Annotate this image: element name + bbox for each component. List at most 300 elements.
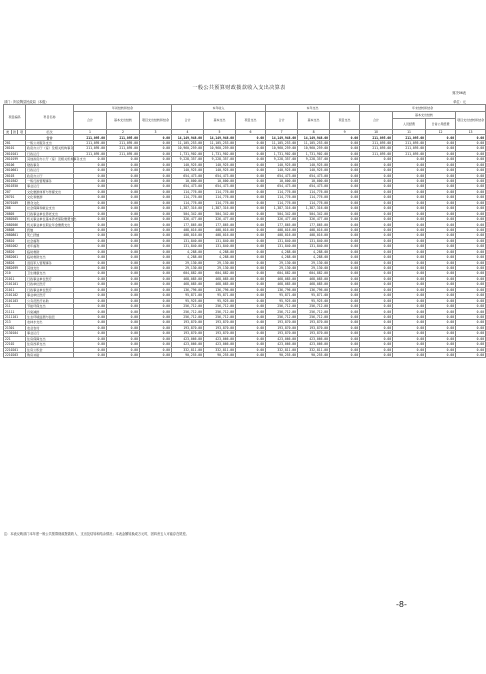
row-value: 0.00 [107,331,140,336]
row-value: 0.00 [236,325,266,330]
row-value: 0.00 [140,320,172,325]
row-value: 114,776.00 [266,195,298,200]
row-value: 654,473.00 [172,184,204,189]
row-value: 0.00 [107,282,140,287]
row-value: 0.00 [330,168,360,173]
row-value: 0.00 [393,347,426,352]
row-value: 0.00 [107,189,140,194]
row-value: 140,925.00 [172,168,204,173]
row-value: 193,870.00 [172,331,204,336]
row-value: 468,085.00 [172,276,204,281]
row-value: 408,016.00 [204,227,236,232]
row-code: 207 [4,189,26,194]
row-value: 0.00 [140,325,172,330]
row-value: 140,925.00 [204,168,236,173]
row-value: 0.00 [426,320,456,325]
row-value: 332,811.00 [172,347,204,352]
total-cell: 14,149,948.00 [172,135,204,140]
header-public: 日常公用经费 [426,119,456,130]
row-name: 临时救助 [26,249,74,254]
row-value: 0.00 [360,320,393,325]
row-value: 0.00 [74,298,107,303]
row-value: 0.00 [393,200,426,205]
row-value: 0.00 [140,352,172,357]
row-value: 0.00 [393,233,426,238]
row-name: 住房公积金 [26,347,74,352]
row-value: 0.00 [236,195,266,200]
row-value: 0.00 [330,342,360,347]
row-value: 0.00 [360,282,393,287]
row-code: 221 [4,336,26,341]
row-value: 211,095.00 [360,151,393,156]
row-value: 256,712.00 [298,304,330,309]
row-value: 0.00 [456,304,486,309]
row-value: 256,712.00 [298,309,330,314]
row-value: 408,016.00 [172,233,204,238]
row-value: 114,776.00 [298,189,330,194]
row-value: 193,870.00 [266,331,298,336]
row-value: 0.00 [107,287,140,292]
row-value: 256,712.00 [266,314,298,319]
row-value: 193,870.00 [204,320,236,325]
row-value: 29,130.00 [298,260,330,265]
row-value: 211,095.00 [393,151,426,156]
row-code: 2010302 [4,178,26,183]
row-value: 0.00 [74,276,107,281]
row-value: 0.00 [456,336,486,341]
row-code: 2010199 [4,157,26,162]
row-value: 136,796.00 [172,287,204,292]
row-value: 0.00 [360,184,393,189]
row-value: 0.00 [360,331,393,336]
row-value: 0.00 [426,217,456,222]
row-value: 0.00 [426,325,456,330]
seq-cell: 6 [236,130,266,135]
row-value: 326,477.00 [204,217,236,222]
row-value: 193,870.00 [172,320,204,325]
row-code: 2070109 [4,200,26,205]
row-value: 0.00 [74,222,107,227]
row-value: 0.00 [426,140,456,145]
seq-cell: 7 [266,130,298,135]
row-value: 604,882.00 [172,271,204,276]
row-value: 0.00 [107,314,140,319]
row-value: 211,095.00 [74,140,107,145]
row-value: 0.00 [456,211,486,216]
row-value: 193,870.00 [298,331,330,336]
row-value: 654,473.00 [266,173,298,178]
row-value: 0.00 [140,276,172,281]
row-value: 0.00 [393,227,426,232]
row-value: 0.00 [74,206,107,211]
row-value: 0.00 [330,217,360,222]
row-value: 0.00 [236,162,266,167]
row-value: 0.00 [330,211,360,216]
row-value: 0.00 [236,320,266,325]
row-value: 0.00 [107,293,140,298]
row-value: 0.00 [426,151,456,156]
row-value: 0.00 [360,287,393,292]
row-value: 0.00 [74,352,107,357]
row-value: 10,000.00 [172,178,204,183]
row-value: 0.00 [330,260,360,265]
row-value: 10,960,259.00 [298,146,330,151]
row-value: 114,776.00 [204,200,236,205]
row-value: 256,712.00 [266,309,298,314]
row-value: 0.00 [393,265,426,270]
row-value: 0.00 [140,271,172,276]
row-value: 0.00 [236,173,266,178]
row-code: 2080505 [4,217,26,222]
row-value: 177,865.00 [172,222,204,227]
unit-label: 单位：元 [453,100,466,104]
row-value: 193,870.00 [172,325,204,330]
row-value: 131,840.00 [172,244,204,249]
row-value: 0.00 [330,146,360,151]
row-code: 2210201 [4,347,26,352]
row-value: 1,731,902.00 [204,151,236,156]
row-value: 193,870.00 [204,325,236,330]
row-value: 0.00 [360,314,393,319]
header-total-4: 合计 [360,112,393,130]
row-value: 0.00 [360,168,393,173]
row-value: 0.00 [330,140,360,145]
row-value: 177,865.00 [298,222,330,227]
row-name: 事业运行 [26,184,74,189]
row-value: 0.00 [140,200,172,205]
row-value: 0.00 [393,331,426,336]
row-value: 0.00 [330,162,360,167]
row-code: 2082699 [4,265,26,270]
row-value: 332,811.00 [298,347,330,352]
row-value: 0.00 [426,304,456,309]
header-xiang: 项 [18,130,26,135]
row-value: 0.00 [107,233,140,238]
row-value: 0.00 [456,195,486,200]
row-code: 21011 [4,287,26,292]
row-value: 211,095.00 [393,146,426,151]
row-value: 0.00 [393,217,426,222]
row-value: 114,776.00 [266,200,298,205]
row-value: 0.00 [74,227,107,232]
row-value: 0.00 [426,195,456,200]
row-value: 0.00 [74,309,107,314]
row-value: 0.00 [107,195,140,200]
row-code: 211 [4,304,26,309]
row-value: 0.00 [330,238,360,243]
row-value: 0.00 [426,336,456,341]
row-value: 90,255.00 [172,352,204,357]
row-value: 1,387,316.00 [172,206,204,211]
row-name: 社会福利 [26,238,74,243]
total-cell: 0.00 [426,135,456,140]
row-value: 0.00 [236,342,266,347]
row-value: 0.00 [236,260,266,265]
row-name: 事业运行 [26,331,74,336]
row-value: 0.00 [456,140,486,145]
row-value: 0.00 [330,320,360,325]
row-value: 0.00 [360,249,393,254]
row-code: 201 [4,140,26,145]
row-code: 20810 [4,238,26,243]
row-value: 256,712.00 [204,304,236,309]
row-value: 0.00 [140,265,172,270]
row-value: 0.00 [74,320,107,325]
row-value: 326,477.00 [172,217,204,222]
row-code: 20101 [4,146,26,151]
row-name: 农林水支出 [26,320,74,325]
row-value: 0.00 [360,206,393,211]
row-value: 0.00 [393,211,426,216]
row-value: 0.00 [107,211,140,216]
row-value: 0.00 [456,309,486,314]
row-value: 0.00 [236,249,266,254]
budget-table [3,104,486,358]
row-name: 群众文化 [26,200,74,205]
row-value: 0.00 [426,352,456,357]
row-code: 2081002 [4,244,26,249]
row-name: 退役军人管理事务 [26,260,74,265]
row-value: 0.00 [330,206,360,211]
row-value: 0.00 [107,238,140,243]
row-value: 0.00 [74,162,107,167]
row-value: 0.00 [140,227,172,232]
row-value: 0.00 [393,282,426,287]
row-value: 0.00 [426,347,456,352]
row-value: 0.00 [456,249,486,254]
row-value: 0.00 [74,255,107,260]
row-value: 604,882.00 [266,271,298,276]
row-value: 0.00 [456,314,486,319]
row-value: 0.00 [426,309,456,314]
row-value: 0.00 [330,265,360,270]
row-code: 208 [4,206,26,211]
row-value: 0.00 [236,244,266,249]
row-value: 0.00 [236,298,266,303]
row-name: 临时救助支出 [26,255,74,260]
row-value: 0.00 [360,336,393,341]
row-value: 0.00 [456,151,486,156]
row-value: 256,712.00 [172,314,204,319]
row-value: 95,925.00 [172,298,204,303]
row-value: 468,085.00 [204,282,236,287]
row-value: 10,000.00 [298,178,330,183]
row-value: 423,066.00 [172,336,204,341]
row-value: 0.00 [236,271,266,276]
row-value: 114,776.00 [204,189,236,194]
row-value: 0.00 [107,276,140,281]
row-value: 0.00 [393,244,426,249]
row-value: 408,016.00 [298,227,330,232]
row-value: 0.00 [74,325,107,330]
row-value: 0.00 [107,227,140,232]
row-value: 0.00 [236,287,266,292]
row-code: 21111 [4,309,26,314]
row-value: 0.00 [426,178,456,183]
row-value: 0.00 [456,271,486,276]
row-value: 0.00 [426,168,456,173]
row-value: 211,095.00 [107,151,140,156]
row-value: 0.00 [426,249,456,254]
row-value: 136,796.00 [266,287,298,292]
row-name: 社会保障和就业支出 [26,206,74,211]
row-value: 256,712.00 [204,309,236,314]
row-value: 468,085.00 [298,282,330,287]
row-value: 423,066.00 [266,336,298,341]
row-value: 0.00 [236,151,266,156]
total-cell: 14,149,948.00 [298,135,330,140]
row-value: 95,871.00 [204,293,236,298]
row-value: 0.00 [140,140,172,145]
row-value: 177,865.00 [204,222,236,227]
row-value: 423,066.00 [204,342,236,347]
row-value: 0.00 [330,157,360,162]
row-value: 177,865.00 [266,222,298,227]
row-value: 0.00 [330,352,360,357]
row-value: 0.00 [236,227,266,232]
row-value: 11,105,253.00 [266,140,298,145]
row-value: 0.00 [393,309,426,314]
row-value: 10,000.00 [204,178,236,183]
total-cell: 0.00 [236,135,266,140]
row-value: 4,288.00 [266,255,298,260]
row-value: 0.00 [330,331,360,336]
row-value: 0.00 [360,342,393,347]
row-value: 0.00 [456,342,486,347]
row-value: 95,871.00 [172,293,204,298]
row-value: 0.00 [74,336,107,341]
row-value: 0.00 [236,217,266,222]
row-value: 0.00 [330,195,360,200]
header-code: 项目编码 [4,105,26,130]
row-value: 0.00 [140,244,172,249]
row-value: 0.00 [74,314,107,319]
row-value: 0.00 [426,227,456,232]
row-value: 0.00 [140,217,172,222]
row-value: 256,712.00 [172,304,204,309]
row-value: 0.00 [74,287,107,292]
row-value: 0.00 [360,260,393,265]
header-project-exp-3: 项目支出 [330,112,360,130]
row-value: 0.00 [456,282,486,287]
row-value: 654,473.00 [298,184,330,189]
row-value: 0.00 [107,173,140,178]
row-value: 256,712.00 [266,304,298,309]
row-name: 行政运行 [26,168,74,173]
row-value: 504,342.00 [266,211,298,216]
row-value: 0.00 [74,244,107,249]
row-code: 20808 [4,227,26,232]
row-value: 0.00 [330,314,360,319]
row-value: 0.00 [456,189,486,194]
row-name: 政府办公厅 [26,173,74,178]
row-value: 408,016.00 [266,227,298,232]
row-value: 0.00 [426,276,456,281]
row-value: 0.00 [107,320,140,325]
row-value: 0.00 [330,173,360,178]
row-value: 136,796.00 [204,287,236,292]
row-value: 0.00 [360,157,393,162]
header-kuan: 款 [13,130,17,135]
row-value: 1,731,902.00 [172,151,204,156]
row-value: 0.00 [140,347,172,352]
row-value: 211,095.00 [393,140,426,145]
total-cell: 211,095.00 [107,135,140,140]
row-value: 131,840.00 [204,244,236,249]
row-value: 140,925.00 [266,162,298,167]
row-value: 0.00 [456,260,486,265]
row-value: 131,840.00 [298,238,330,243]
row-value: 0.00 [330,304,360,309]
row-value: 211,095.00 [107,146,140,151]
row-value: 0.00 [456,331,486,336]
row-value: 0.00 [426,314,456,319]
row-value: 0.00 [236,140,266,145]
row-value: 0.00 [360,227,393,232]
row-value: 211,095.00 [107,140,140,145]
row-value: 0.00 [393,195,426,200]
row-value: 0.00 [236,309,266,314]
row-value: 0.00 [426,211,456,216]
row-value: 0.00 [360,217,393,222]
row-value: 0.00 [140,146,172,151]
row-value: 0.00 [74,200,107,205]
row-name: 住房保障支出 [26,336,74,341]
row-value: 95,925.00 [204,298,236,303]
header-expenditure: 本年支出 [266,105,360,112]
row-value: 0.00 [456,298,486,303]
row-value: 11,105,253.00 [172,140,204,145]
row-value: 0.00 [107,309,140,314]
row-value: 114,776.00 [266,189,298,194]
row-value: 29,130.00 [204,260,236,265]
row-value: 0.00 [140,151,172,156]
row-value: 0.00 [140,189,172,194]
row-code: 213 [4,320,26,325]
row-name: 一般公共服务支出 [26,140,74,145]
row-value: 0.00 [140,178,172,183]
row-value: 0.00 [74,293,107,298]
row-value: 0.00 [107,222,140,227]
row-value: 0.00 [393,352,426,357]
row-value: 0.00 [140,211,172,216]
row-value: 604,882.00 [204,271,236,276]
row-value: 468,085.00 [266,276,298,281]
row-value: 0.00 [330,151,360,156]
row-value: 90,255.00 [266,352,298,357]
header-project-1: 项目支出结转和结余 [140,112,172,130]
header-lei: 类 [4,130,12,135]
total-cell: 0.00 [456,135,486,140]
row-value: 4,288.00 [204,249,236,254]
row-value: 0.00 [330,325,360,330]
row-name: 行政单位医疗 [26,282,74,287]
header-total-2: 合计 [172,112,204,130]
row-name: 事业单位医疗 [26,293,74,298]
row-value: 0.00 [360,195,393,200]
row-value: 0.00 [393,178,426,183]
row-value: 136,796.00 [298,287,330,292]
header-total-1: 合计 [74,112,107,130]
row-value: 0.00 [330,271,360,276]
seq-cell: 11 [393,130,426,135]
row-code: 2082001 [4,255,26,260]
row-value: 0.00 [456,320,486,325]
row-value: 0.00 [140,255,172,260]
row-value: 0.00 [360,233,393,238]
seq-cell: 13 [456,130,486,135]
row-value: 0.00 [330,347,360,352]
